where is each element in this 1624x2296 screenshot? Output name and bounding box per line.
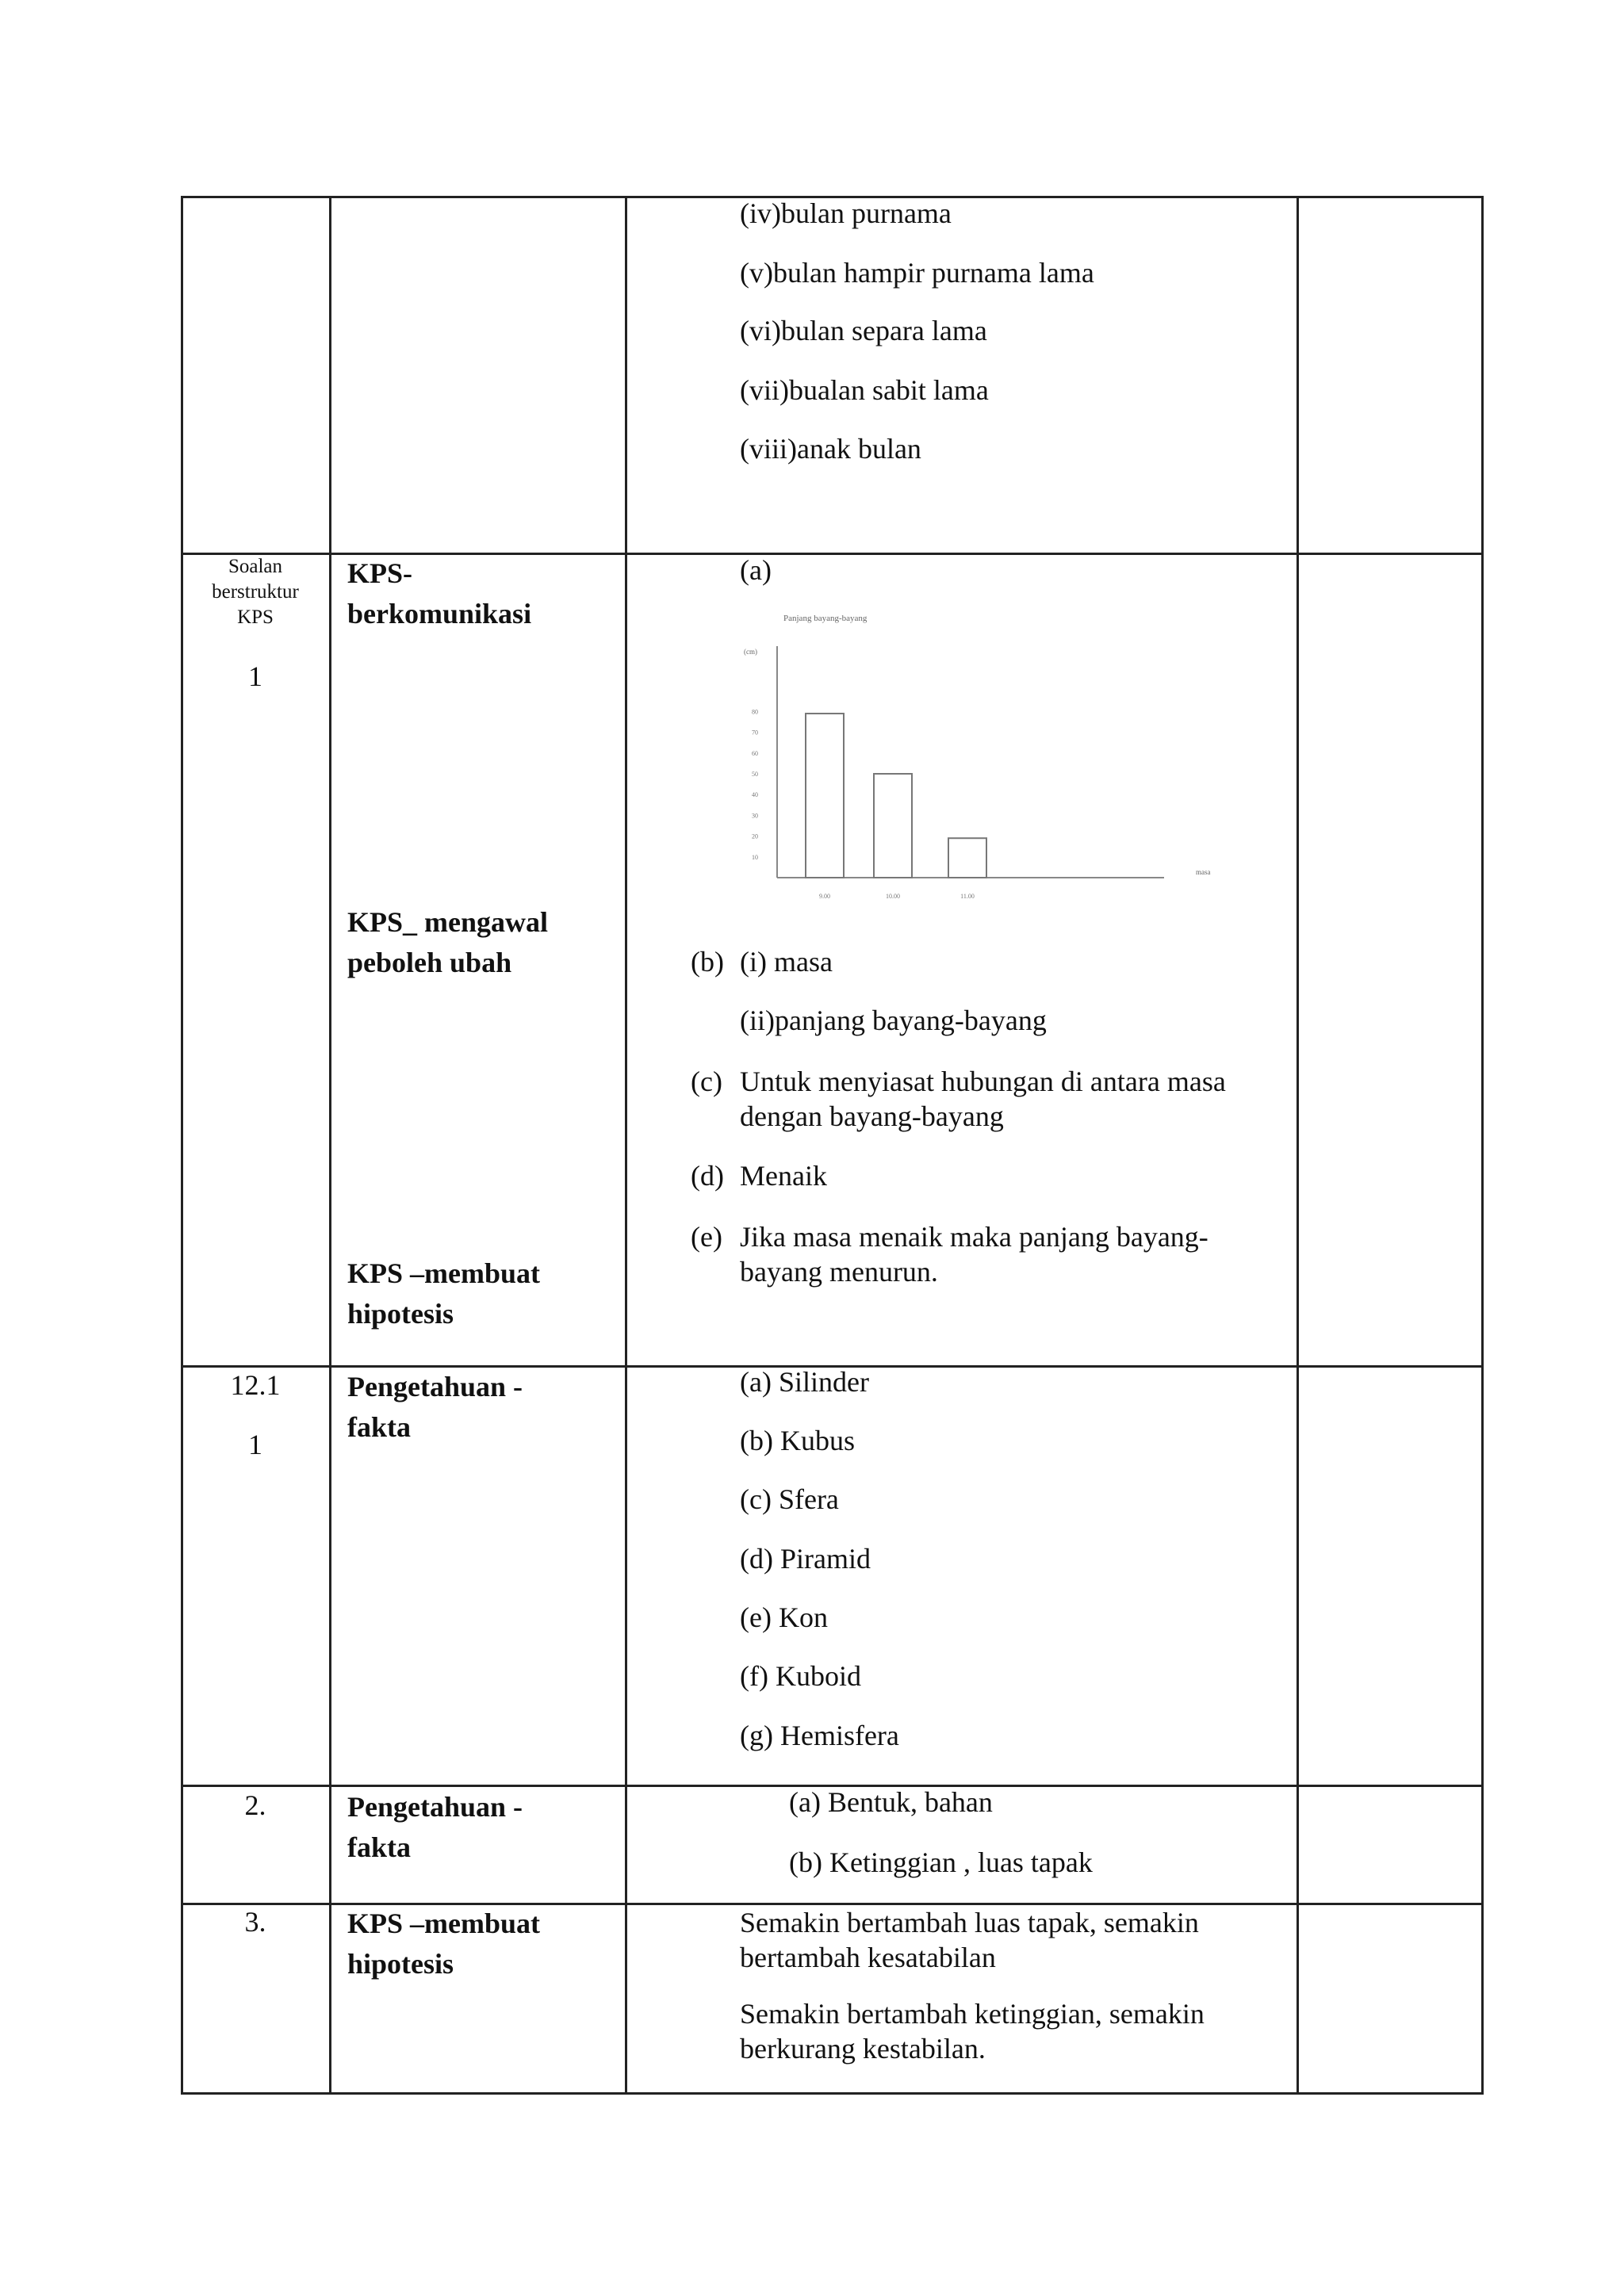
answer-table	[181, 196, 1481, 2095]
answer-line: (c) Sfera	[740, 1483, 839, 1515]
chart-bar	[806, 714, 844, 878]
part-label: (a)	[740, 554, 772, 586]
x-tick-label: 11.00	[960, 893, 975, 900]
y-tick-label: 80	[752, 708, 758, 716]
part-label: (d)	[691, 1160, 724, 1192]
skill-label: berkomunikasi	[347, 598, 532, 629]
answer-line: (g) Hemisfera	[740, 1720, 899, 1751]
answer-line: (a) Bentuk, bahan	[789, 1786, 993, 1818]
chart-ylabel: (cm)	[744, 648, 757, 656]
answer-line: (viii)anak bulan	[740, 433, 921, 465]
y-tick-label: 10	[752, 853, 758, 861]
question-number: 1	[248, 660, 262, 692]
question-label: Soalan	[228, 556, 283, 577]
chart-xlabel: masa	[1196, 868, 1211, 876]
answer-line: (v)bulan hampir purnama lama	[740, 257, 1094, 289]
answer-text: Semakin bertambah luas tapak, semakin bertambah kesatabilan	[740, 1907, 1199, 1973]
chart-bar	[948, 838, 986, 878]
question-label: KPS	[237, 607, 274, 628]
answer-line: (vii)bualan sabit lama	[740, 374, 989, 406]
row-divider	[181, 553, 1484, 555]
chart-bar	[874, 774, 912, 878]
skill-label: hipotesis	[347, 1298, 454, 1330]
skill-label: fakta	[347, 1831, 411, 1863]
part-label: (b)	[691, 946, 724, 978]
answer-line: (ii)panjang bayang-bayang	[740, 1004, 1047, 1036]
y-tick-label: 50	[752, 771, 758, 778]
answer-line: (e) Kon	[740, 1601, 828, 1633]
column-border	[1481, 196, 1484, 2095]
skill-label: hipotesis	[347, 1948, 454, 1980]
y-tick-label: 60	[752, 749, 758, 757]
question-number: 2.	[244, 1789, 266, 1821]
chart-title: Panjang bayang-bayang	[783, 614, 868, 623]
shadow-length-chart	[720, 600, 1243, 933]
skill-label: KPS_ mengawal	[347, 906, 549, 938]
question-number: 1	[248, 1429, 262, 1460]
answer-line: Menaik	[740, 1160, 827, 1192]
question-number: 12.1	[230, 1369, 281, 1401]
answer-line: (b) Kubus	[740, 1425, 855, 1456]
column-border	[329, 196, 331, 2095]
answer-line: (a) Silinder	[740, 1366, 869, 1398]
skill-label: KPS-	[347, 557, 413, 589]
answer-line: (vi)bulan separa lama	[740, 315, 987, 346]
skill-label: Pengetahuan -	[347, 1791, 523, 1823]
question-label: berstruktur	[212, 581, 299, 603]
part-label: (e)	[691, 1221, 722, 1253]
x-tick-label: 9.00	[819, 893, 830, 900]
column-border	[625, 196, 627, 2095]
x-tick-label: 10.00	[886, 893, 900, 900]
skill-label: peboleh ubah	[347, 947, 512, 978]
answer-text: Jika masa menaik maka panjang bayang-bayang menurun.	[740, 1221, 1208, 1288]
answer-line: (f) Kuboid	[740, 1660, 861, 1692]
answer-line: (iv)bulan purnama	[740, 197, 952, 229]
y-tick-label: 20	[752, 832, 758, 840]
y-tick-label: 30	[752, 812, 758, 820]
answer-line: (i) masa	[740, 946, 833, 978]
question-number: 3.	[244, 1906, 266, 1938]
answer-line: (d) Piramid	[740, 1543, 871, 1575]
skill-label: KPS –membuat	[347, 1257, 540, 1289]
answer-text: Untuk menyiasat hubungan di antara masa dengan bayang-bayang	[740, 1066, 1226, 1132]
column-border	[1297, 196, 1299, 2095]
part-label: (c)	[691, 1066, 722, 1097]
answer-text: Semakin bertambah ketinggian, semakin berkurang kestabilan.	[740, 1998, 1205, 2064]
y-tick-label: 40	[752, 791, 758, 799]
answer-line: (b) Ketinggian , luas tapak	[789, 1846, 1093, 1878]
skill-label: fakta	[347, 1411, 411, 1443]
y-tick-label: 70	[752, 729, 758, 737]
table-bottom-border	[181, 2092, 1484, 2095]
skill-label: Pengetahuan -	[347, 1371, 523, 1402]
skill-label: KPS –membuat	[347, 1908, 540, 1939]
